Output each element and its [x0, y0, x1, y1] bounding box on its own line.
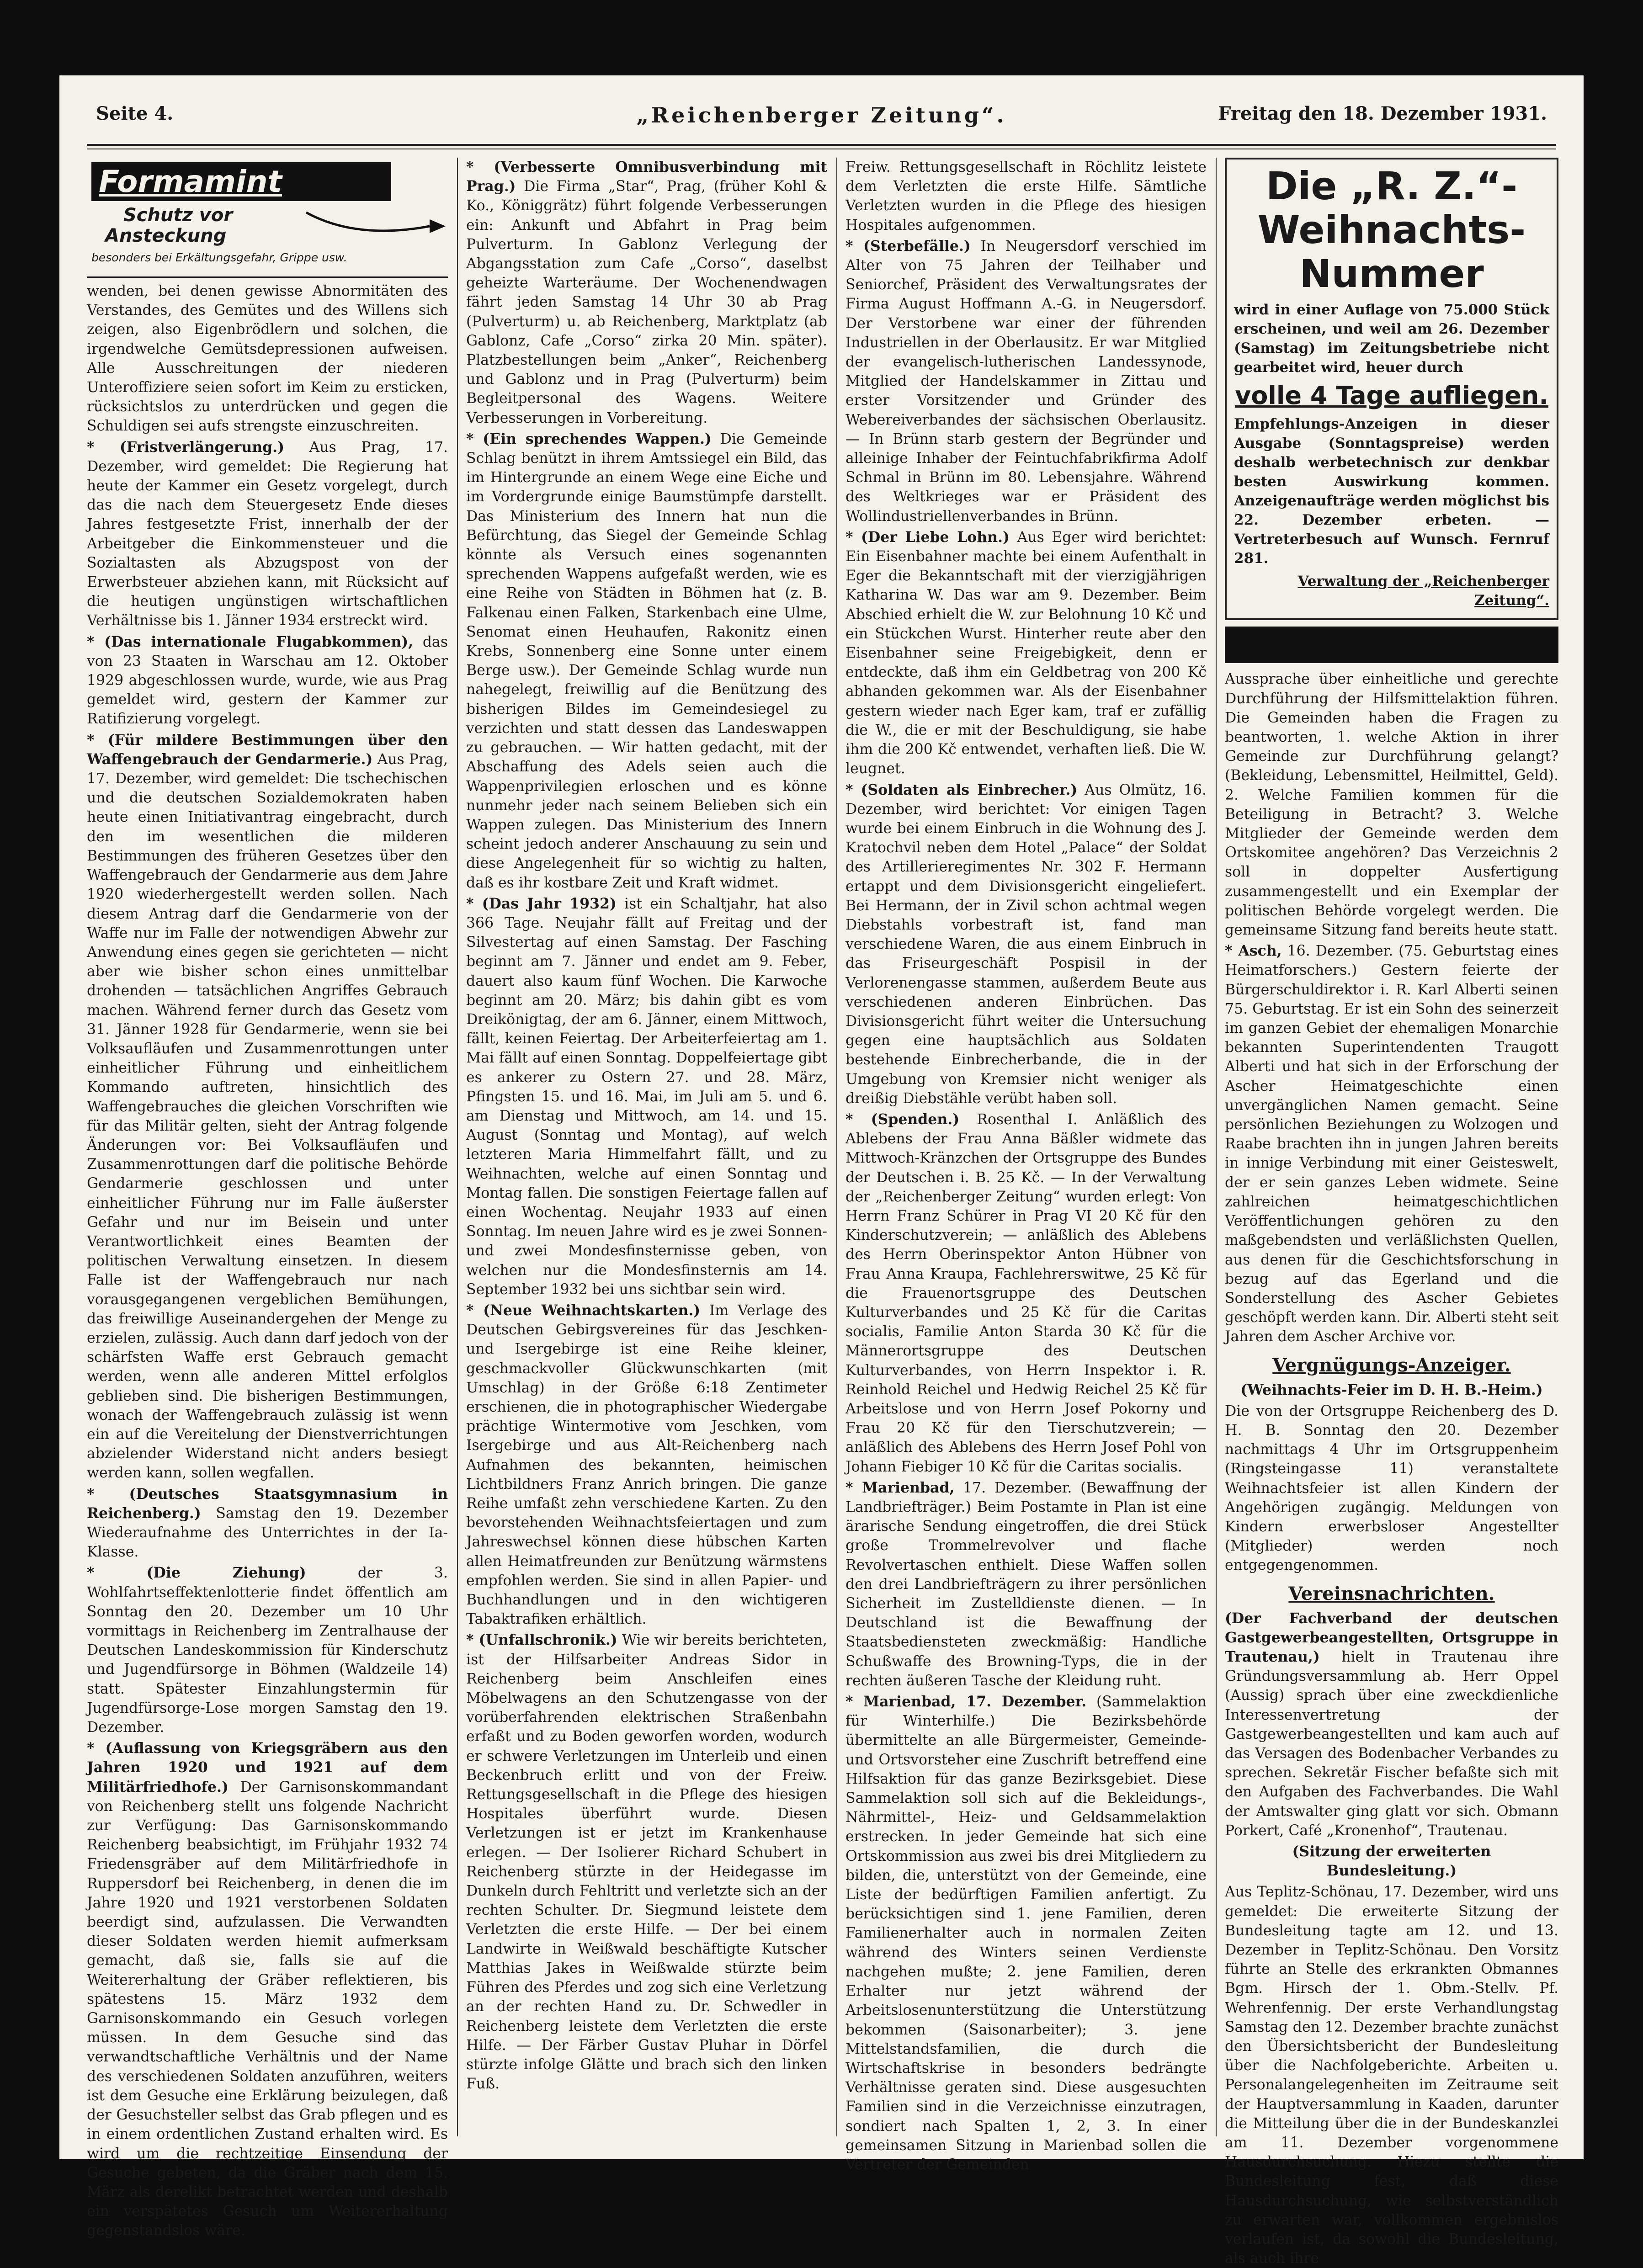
- article-lead: * (Unfallschronik.): [466, 1631, 617, 1649]
- ad-brand: Formamint: [91, 162, 391, 201]
- section-heading: Vereinsnachrichten.: [1288, 1583, 1495, 1604]
- column-1-articles: [87, 282, 448, 2241]
- notice-title: Weihnachts-Nummer: [1257, 207, 1526, 296]
- column-2-articles: [466, 158, 827, 2093]
- column-divider: [1216, 158, 1217, 2136]
- article-text: Samstag den 19. Dezember Wiederaufnahme des Unterrichtes in der Ia-Klasse.: [87, 1505, 448, 1561]
- article-paragraph: [845, 237, 1207, 526]
- notice-highlight: volle 4 Tage aufliegen.: [1235, 381, 1548, 410]
- article-paragraph: [466, 1301, 827, 1629]
- article-text: Aussprache über einheitliche und gerechte Durchführung der Hilfsmittelaktion führen. Die Gemeinden haben die Fragen zu beantworten, 1. welche Aktion in ihrer Gemeinde zur Durchführung gelangt? (Bekleidung, Lebensmittel, Heilmittel, Geld). 2. Welche Familien kommen für die Beteiligung in Betracht? 3. Welche Mitglieder der Gemeinde werden dem Ortskomitee angehören? Das Verzeichnis 2 soll in doppelter Ausfertigung zusammengestellt und ein Exemplar der politischen Behörde vorgelegt werden. Die gemeinsame Sitzung fand bereits heute statt.: [1225, 671, 1558, 939]
- article-paragraph: [87, 282, 448, 436]
- article-text: (Sammelaktion für Winterhilfe.) Die Bezirksbehörde übermittelte an alle Bürgermeister, Gemeinde- und Ortsvorsteher eine Zuschrift betreffend eine Hilfsaktion für das ganze Bezirksgebiet. Diese Sammelaktion soll sich auf die Bekleidungs-, Nährmittel-, Heiz- und Geldsammelaktion erstrecken. In jeder Gemeinde hat sich eine Ortskommission aus zwei bis drei Mitgliedern zu bilden, die, unterstützt von der Gemeinde, eine Liste der bedürftigen Familien anfertigt. Zu berücksichtigen sind 1. jene Familien, deren Familienerhalter auch in normalen Zeiten während des Winters seinen Verdienste nachgehen mußte; 2. jene Familien, deren Erhalter nur jetzt während der Arbeitslosenunterstützung die Unterstützung bekommen (Saisonarbeiter); 3. jene Mittelstandsfamilien, die durch die Wirtschaftskrise in besonders bedrängte Verhältnisse geraten sind. Diese ausgesuchten Familien sind in die Verzeichnisse einzutragen, sondiert nach Spalten 1, 2, 3. In einer gemeinsamen Sitzung in Marienbad sollen die Vertreter der Gemeinden: [845, 1694, 1207, 2173]
- article-paragraph: [845, 1478, 1207, 1690]
- column-4-articles: [1225, 669, 1558, 2268]
- column-divider: [457, 158, 458, 2136]
- article-paragraph: [1225, 941, 1558, 1346]
- article-lead: * (Der Liebe Lohn.): [845, 528, 1010, 546]
- article-paragraph: [845, 528, 1207, 779]
- article-text: Die Gemeinde Schlag benützt in ihrem Amtssiegel ein Bild, das im Hintergrunde an einem Wege eine Eiche und im Vordergrunde einige Baumstümpfe darstellt. Das Ministerium des Innern hat nun die Befürchtung, das Siegel der Gemeinde Schlag könnte als Versuch eines sogenannten sprechenden Wappens aufgefaßt werden, wie es eine Reihe von Städten in Böhmen hat (z. B. Falkenau einen Falken, Starkenbach eine Ulme, Senomat einen Heuhaufen, Rakonitz einen Krebs, Sonnenberg eine Sonne unter einem Berge usw.). Der Gemeinde Schlag wurde nun nahegelegt, freiwillig auf die Benützung des bisherigen Bildes im Gemeindesiegel zu verzichten und statt dessen das Landeswappen zu gebrauchen. — Wir hatten gedacht, mit der Abschaffung des Adels seien auch die Wappenprivilegien erloschen und es könne nunmehr jeder nach seinem Belieben sich ein Wappen zulegen. Das Ministerium des Innern scheint jedoch anderer Anschauung zu sein und diese Angelegenheit für so wichtig zu halten, daß es ihr kostbare Zeit und Kraft widmet.: [466, 430, 827, 891]
- article-lead: (Der Fachverband der deutschen Gastgewerbeangestellten, Ortsgruppe in Trautenau,): [1225, 1609, 1558, 1665]
- article-lead: * (Soldaten als Einbrecher.): [845, 781, 1078, 798]
- article-lead: * (Neue Weihnachtskarten.): [466, 1301, 701, 1319]
- article-subheading: (Weihnachts-Feier im D. H. B.-Heim.): [1240, 1381, 1543, 1398]
- article-paragraph: [845, 1110, 1207, 1477]
- article-lead: * (Ein sprechendes Wappen.): [466, 430, 712, 447]
- page-number: Seite 4.: [96, 103, 174, 124]
- article-lead: * Asch,: [1225, 942, 1282, 960]
- article-text: Freiw. Rettungsgesellschaft in Röchlitz leistete dem Verletzten die erste Hilfe. Sämtliche Verletzten wurden in die Pflege des hiesigen Hospitales aufgenommen.: [845, 159, 1207, 234]
- article-text: hielt in Trautenau ihre Gründungsversammlung ab. Herr Oppel (Aussig) sprach über eine zweckdienliche Interessenvertretung der Gastgewerbeangestellten und kam auch auf das Versagen des Bodenbacher Verbandes zu sprechen. Sekretär Fischer befaßte sich mit den Aufgaben des Fachverbandes. Die Wahl der Amtswalter ging glatt vor sich. Obmann Porkert, Café „Kronenhof“, Trautenau.: [1225, 1648, 1558, 1839]
- article-lead: * Marienbad, 17. Dezember.: [845, 1693, 1087, 1710]
- article-text: In Neugersdorf verschied im Alter von 75 Jahren der Teilhaber und Seniorchef, Präsident des Verwaltungsrates der Firma August Hoffmann A.-G. in Neugersdorf. Der Verstorbene war einer der führenden Industriellen in der Oberlausitz. Er war Mitglied der evangelisch-lutherischen Landessynode, Mitglied der Handelskammer in Zittau und erster Vorsitzender und Gründer des Webereiverbandes der sächsischen Oberlausitz. — In Brünn starb gestern der Begründer und alleinige Inhaber der Feintuchfabrikfirma Adolf Schmal in Brünn im 80. Lebensjahre. Während des Weltkrieges war er Präsident des Wollindustriellenverbandes in Brünn.: [845, 238, 1207, 525]
- article-paragraph: [87, 1563, 448, 1737]
- article-text: wenden, bei denen gewisse Abnormitäten des Verstandes, des Gemütes und des Willens sich zeigen, also Eigenbrödlern und solchen, die irgendwelche Gemütsdepressionen aufweisen. Alle Ausschreitungen der niederen Unteroffiziere seien sofort im Keim zu ersticken, rücksichtslos zu unterdrücken und gegen die Schuldigen sei aufs strengste einzuschreiten.: [87, 283, 448, 435]
- article-paragraph: [87, 1485, 448, 1562]
- article-lead: * (Die Ziehung): [87, 1564, 306, 1582]
- article-paragraph: [1225, 1882, 1558, 2268]
- article-text: 17. Dezember. (Bewaffnung der Landbriefträger.) Beim Postamte in Plan ist eine ärarische Sendung eingetroffen, die drei Stück große Trommelrevolver und flache Revolvertaschen enthielt. Diese Waffen sollen den drei Landbriefträgern zu ihrer persönlichen Sicherheit im Zustelldienste dienen. — In Deutschland ist die Bewaffnung der Staatsbediensteten zweckmäßig: Handliche Schußwaffe des Browning-Typs, die in der rechten äußeren Tasche der Kleidung ruht.: [845, 1479, 1207, 1689]
- article-text: Der Garnisonskommandant von Reichenberg stellt uns folgende Nachricht zur Verfügung: Das Garnisonskommando Reichenberg beabsichtigt, im Frühjahr 1932 74 Friedensgräber auf dem Militärfriedhofe in Ruppersdorf bei Reichenberg, in denen die im Jahre 1920 und 1921 verstorbenen Soldaten beerdigt sind, aufzulassen. Die Verwandten dieser Soldaten werden hiemit aufmerksam gemacht, daß sie, falls sie auf die Weitererhaltung der Gräber reflektieren, bis spätestens 15. März 1932 dem Garnisonskommando ein Gesuch vorlegen müssen. In dem Gesuche sind das verwandtschaftliche Verhältnis und der Name des verschiedenen Soldaten anzuführen, weiters ist dem Gesuche eine Erklärung beizulegen, daß der Gesuchsteller selbst das Grab pflegen und es in einem ordentlichen Zustand erhalten wird. Es wird um die rechtzeitige Einsendung der Gesuche gebeten, da die Gräber nach dem 15. März als derelikt betrachtet werden und deshalb ein verspätetes Gesuch um Weitererhaltung gegenstandslos wäre.: [87, 1779, 448, 2239]
- black-bar: [1225, 627, 1558, 663]
- article-paragraph: [466, 894, 827, 1299]
- ad-subline: besonders bei Erkältungsgefahr, Grippe usw.: [91, 251, 347, 264]
- article-lead: * (Sterbefälle.): [845, 237, 971, 255]
- article-lead: * (Deutsches Staatsgymnasium in Reichenberg.): [87, 1485, 448, 1522]
- article-lead: * Marienbad,: [845, 1479, 955, 1496]
- article-paragraph: [845, 1692, 1207, 2174]
- article-paragraph: [1225, 1609, 1558, 1840]
- article-paragraph: [87, 731, 448, 1483]
- article-text: der 3. Wohlfahrtseffektenlotterie findet öffentlich am Sonntag den 20. Dezember um 10 Uhr vormittags in Reichenberg im Zentralhause der Deutschen Landeskommission für Kinderschutz und Jugendfürsorge in Böhmen (Waldzeile 14) statt. Spätester Einzahlungstermin für Jugendfürsorge-Lose morgen Samstag den 19. Dezember.: [87, 1565, 448, 1736]
- article-paragraph: [1225, 1402, 1558, 1575]
- article-paragraph: [1225, 669, 1558, 940]
- article-text: Die Firma „Star“, Prag, (früher Kohl & Ko., Königgrätz) führt folgende Verbesserungen ein: Ankunft und Abfahrt in Prag beim Pulverturm. In Gablonz Verlegung der Abgangsstation zum Cafe „Corso“, daselbst geheizte Warteräume. Der Wochenendwagen fährt jeden Samstag 14 Uhr 30 ab Prag (Pulverturm) u. ab Reichenberg, Marktplatz (ab Gablonz, Cafe „Corso“ zirka 20 Min. später). Platzbestellungen beim „Anker“, Reichenberg und Gablonz und in Prag (Pulverturm) beim Begleitpersonal des Wagens. Weitere Verbesserungen in Vorbereitung.: [466, 178, 827, 426]
- article-paragraph: [466, 1631, 827, 2093]
- article-paragraph: [845, 158, 1207, 235]
- article-paragraph: [87, 438, 448, 631]
- article-text: Die von der Ortsgruppe Reichenberg des D. H. B. Sonntag den 20. Dezember nachmittags 4 Uhr im Ortsgruppenheim (Ringsteingasse 11) veranstaltete Weihnachtsfeier ist allen Kindern der Angehörigen zugängig. Meldungen von Kindern erwerbsloser Angestellter (Mitglieder) werden noch entgegengenommen.: [1225, 1402, 1558, 1574]
- arrow-icon: [302, 208, 448, 244]
- article-lead: * (Spenden.): [845, 1110, 960, 1128]
- article-paragraph: [845, 781, 1207, 1108]
- article-paragraph: [466, 430, 827, 892]
- article-text: Wie wir bereits berichteten, ist der Hilfsarbeiter Andreas Sidor in Reichenberg beim Anschleifen eines Möbelwagens an den Schutzengasse von der vorüberfahrenden elektrischen Straßenbahn erfaßt und zu Boden geworfen worden, wodurch er schwere Verletzungen im Unterleib und einen Beckenbruch erlitt und von der Freiw. Rettungsgesellschaft in die Pflege des hiesigen Hospitales überführt wurde. Diesen Verletzungen ist er jetzt im Krankenhause erlegen. — Der Isolierer Richard Schubert in Reichenberg stürzte in der Heidegasse im Dunkeln durch Fehltritt und verletzte sich an der rechten Schulter. Dr. Siegmund leistete dem Verletzten die erste Hilfe. — Der bei einem Landwirte in Weißwald beschäftigte Kutscher Matthias Jakes in Weißwalde stürzte beim Führen des Pferdes und zog sich eine Verletzung an der rechten Hand zu. Dr. Schwedler in Reichenberg leistete dem Verletzten die erste Hilfe. — Der Färber Gustav Pluhar in Dörfel stürzte infolge Glätte und brach sich den linken Fuß.: [466, 1632, 827, 2093]
- article-text: Im Verlage des Deutschen Gebirgsvereines für das Jeschken- und Isergebirge ist eine Reihe kleiner, geschmackvoller Glückwunschkarten (mit Umschlag) in der Größe 6:18 Zentimeter erschienen, die in photographischer Wiedergabe prächtige Wintermotive vom Jeschken, vom Isergebirge und aus Alt-Reichenberg nach Aufnahmen des bekannten, heimischen Lichtbildners Franz Anrich bringen. Die ganze Reihe umfaßt zehn verschiedene Karten. Zu den bevorstehenden Weihnachtsfeiertagen und zum Jahreswechsel können diese hübschen Karten allen Heimatfreunden zur Benützung wärmstens empfohlen werden. Sie sind in allen Papier- und Buchhandlungen und in den wichtigeren Tabaktrafiken erhältlich.: [466, 1302, 827, 1628]
- column-divider: [836, 158, 837, 2136]
- article-paragraph: [87, 632, 448, 729]
- article-text: Rosenthal I. Anläßlich des Ablebens der Frau Anna Bäßler widmete das Mittwoch-Kränzchen der Ortsgruppe des Bundes der Deutschen i. B. 25 Kč. — In der Verwaltung der „Reichenberger Zeitung“ wurden erlegt: Von Herrn Franz Schürer in Prag VI 20 Kč für den Kinderschutzverein; — anläßlich des Ablebens des Herrn Oberinspektor Anton Hübner von Frau Anna Kraupa, Fachlehrerswitwe, 25 Kč für die Frauenortsgruppe des Deutschen Kulturverbandes und 25 Kč für die Caritas socialis, Familie Anton Starda 30 Kč für die Männerortsgruppe des Deutschen Kulturverbandes, von Herrn Inspektor i. R. Reinhold Reichel und Hedwig Reichel 25 Kč für Arbeitslose und von Herrn Josef Pokorny und Frau 20 Kč für den Tierschutzverein; — anläßlich des Ablebens des Herrn Josef Pohl von Johann Fiebiger 10 Kč für die Caritas socialis.: [845, 1111, 1207, 1475]
- article-text: Aus Teplitz-Schönau, 17. Dezember, wird uns gemeldet: Die erweiterte Sitzung der Bundesleitung tagte am 12. und 13. Dezember in Teplitz-Schönau. Den Vorsitz führte an Stelle des erkrankten Obmannes Bgm. Hirsch der 1. Obm.-Stellv. Pf. Wehrenfennig. Der erste Verhandlungstag Samstag den 12. Dezember brachte zunächst den Übersichtsbericht der Bundesleitung über die Nachfolgeberichte. Arbeiten u. Personalangelegenheiten im Zeitraume seit der Hauptversammlung in Kaaden, darunter die Mitteilung über die in der Bundeskanzlei am 11. Dezember vorgenommene Hausdurchsuchung. Hiezu stellte die Bundesleitung fest, daß diese Hausdurchsuchung, wie selbstverständlich zu erwarten war, vollkommen ergebnislos verlaufen ist, da sowohl die Bundesleitung, als auch ihre: [1225, 1884, 1558, 2267]
- article-lead: * (Auflassung von Kriegsgräbern aus den Jahren 1920 und 1921 auf dem Militärfriedhofe.): [87, 1740, 448, 1795]
- article-paragraph: [466, 158, 827, 428]
- column-3-articles: [845, 158, 1207, 2174]
- column-4: [1225, 158, 1558, 2267]
- article-text: Aus Prag, 17. Dezember, wird gemeldet: Die tschechischen und die deutschen Sozialdemokraten haben heute einen Initiativantrag eingebracht, durch den im wesentlichen die milderen Bestimmungen des früheren Gesetzes über den Waffengebrauch der Gendarmerie aus dem Jahre 1920 wiederhergestellt werden sollen. Nach diesem Antrag darf die Gendarmerie von der Waffe nur im Falle der notwendigen Abwehr zur Anwendung eines gegen sie gerichteten — nicht aber wie bisher schon eines unmittelbar drohenden — tatsächlichen Angriffes Gebrauch machen. Während ferner durch das Gesetz vom 31. Jänner 1928 für Gendarmerie, wenn sie bei Volksaufläufen und Zusammenrottungen unter einheitlicher Führung und einheitlichem Kommando auftreten, hinsichtlich des Waffengebrauches die gleichen Vorschriften wie für das Militär gelten, sieht der Antrag folgende Änderungen vor: Bei Volksaufläufen und Zusammenrottungen darf die politische Behörde Gendarmerie geschlossen und unter einheitlicher Führung nur im Falle äußerster Gefahr und nur im Beisein und unter Verantwortlichkeit eines Beamten der politischen Verwaltung einsetzen. In diesem Falle ist der Waffengebrauch nur nach vorausgegangenen vergeblichen Bemühungen, das freiwillige Auseinandergehen der Menge zu erzielen, zulässig. Auch dann darf jedoch von der schärfsten Waffe erst Gebrauch gemacht werden, wenn alle anderen Mittel erfolglos geblieben sind. Die bisherigen Bestimmungen, wonach der Waffengebrauch zulässig ist wenn ein auf die Vereitelung der Dienstverrichtungen abzielender Widerstand nicht anders besiegt werden kann, sollen wegfallen.: [87, 751, 448, 1482]
- column-1: [87, 158, 448, 2239]
- notice-text: wird in einer Auflage von 75.000 Stück erscheinen, und weil am 26. Dezember (Samstag) im Zeitungsbetriebe nicht gearbeitet wird, heuer durch: [1234, 302, 1549, 376]
- article-subheading: (Sitzung der erweiterten Bundesleitung.): [1292, 1843, 1491, 1880]
- article-lead: * (Fristverlängerung.): [87, 438, 285, 456]
- issue-date: Freitag den 18. Dezember 1931.: [1218, 103, 1547, 124]
- formamint-advertisement: [87, 158, 448, 278]
- section-heading: Vergnügungs-Anzeiger.: [1272, 1354, 1511, 1376]
- article-text: das von 23 Staaten in Warschau am 12. Oktober 1929 abgeschlossen wurde, wurde, wie aus Prag gemeldet wird, gestern der Kammer zur Ratifizierung vorgelegt.: [87, 633, 448, 728]
- article-text: Aus Prag, 17. Dezember, wird gemeldet: Die Regierung hat heute der Kammer ein Gesetz vorgelegt, durch das die nach dem Steuergesetz Ende dieses Jahres festgesetzte Frist, innerhalb der der Arbeitgeber die Einkommensteuer und die Sozialtasten als Abzugspost von der Erwerbsteuer abziehen kann, mit Rücksicht auf die heutigen ungünstigen wirtschaftlichen Verhältnisse bis 1. Jänner 1934 erstreckt wird.: [87, 439, 448, 629]
- ad-tagline: Schutz vor: [123, 205, 233, 226]
- article-text: ist ein Schaltjahr, hat also 366 Tage. Neujahr fällt auf Freitag und der Silvestertag auf einen Samstag. Der Fasching beginnt am 7. Jänner und endet am 9. Feber, dauert also kaum fünf Wochen. Die Karwoche beginnt am 20. März; bis dahin gibt es vom Dreikönigtag, der am 6. Jänner, einem Mittwoch, fällt, keinen Feiertag. Der Arbeiterfeiertag am 1. Mai fällt auf einen Sonntag. Doppelfeiertage gibt es ankerer zu Ostern 27. und 28. März, Pfingsten 15. und 16. Mai, im Juli am 5. und 6. am Dienstag und Mittwoch, am 14. und 15. August (Sonntag und Montag), auf welch letzteren Maria Himmelfahrt fällt, und zu Weihnachten, welche auf einen Sonntag und Montag fallen. Die sonstigen Feiertage fallen auf einen Wochentag. Neujahr 1933 auf einen Sonntag. Im neuen Jahre wird es je zwei Sonnen- und zwei Mondesfinsternisse geben, von welchen nur die Mondesfinsternis am 14. September 1932 bei uns sichtbar sein wird.: [466, 895, 827, 1298]
- notice-text: Empfehlungs-Anzeigen in dieser Ausgabe (Sonntagspreise) werden deshalb werbetechnisch zur denkbar besten Auswirkung kommen. Anzeigenaufträge werden möglichst bis 22. Dezember erbeten. — Vertreterbesuch auf Wunsch. Fernruf 281.: [1234, 416, 1549, 567]
- christmas-issue-notice: [1225, 158, 1558, 620]
- header-rule: [87, 144, 1556, 149]
- notice-title: Die „R. Z.“-: [1265, 164, 1518, 208]
- article-lead: * (Das internationale Flugabkommen),: [87, 633, 414, 650]
- article-lead: * (Für mildere Bestimmungen über den Waffengebrauch der Gendarmerie.): [87, 731, 448, 768]
- masthead: „Reichenberger Zeitung“.: [636, 103, 1007, 127]
- article-text: 16. Dezember. (75. Geburtstag eines Heimatforschers.) Gestern feierte der Bürgerschuldirektor i. R. Karl Alberti seinen 75. Geburtstag. Er ist ein Sohn des seinerzeit im ganzen Gebiet der ehemaligen Monarchie bekannten Superintendenten Traugott Alberti und hat sich in der Erforschung der Ascher Heimatgeschichte einen unvergänglichen Namen gemacht. Seine persönlichen Beziehungen zu Wolzogen und Raabe brachten ihn in jungen Jahren bereits in innige Verbindung mit einer Geisteswelt, der er sein ganzes Leben widmete. Seine zahlreichen heimatgeschichtlichen Veröffentlichungen gehören zu den maßgebendsten und verläßlichsten Quellen, aus denen für die Geschichtsforschung in bezug auf das Egerland und die Sonderstellung des Ascher Gebietes geschöpft werden kann. Dir. Alberti steht seit Jahren dem Ascher Archive vor.: [1225, 943, 1558, 1345]
- ad-tagline: Ansteckung: [105, 225, 227, 246]
- column-2: [466, 158, 827, 2136]
- article-text: Aus Olmütz, 16. Dezember, wird berichtet: Vor einigen Tagen wurde bei einem Einbruch in die Wohnung des J. Kratochvil neben dem Hotel „Palace“ der Soldat des Artillerieregimentes Nr. 302 F. Hermann ertappt und dem Divisionsgericht eingeliefert. Bei Hermann, der in Zivil schon achtmal wegen Diebstahls vorbestraft ist, fand man verschiedene Waren, die aus einem Einbruch in das Friseurgeschäft Pospisil in der Verlorenengasse stammen, außerdem Beute aus verschiedenen anderen Einbrüchen. Das Divisionsgericht führt weiter die Untersuchung gegen eine hauptsächlich aus Soldaten bestehende Einbrecherbande, die in der Umgebung von Kremsier nicht weniger als dreißig Diebstähle verübt haben soll.: [845, 781, 1207, 1107]
- article-lead: * (Das Jahr 1932): [466, 895, 617, 912]
- article-lead: * (Verbesserte Omnibusverbindung mit Prag.): [466, 159, 827, 195]
- article-text: Aus Eger wird berichtet: Ein Eisenbahner machte bei einem Aufenthalt in Eger die Bekanntschaft mit der vierzigjährigen Katharina W. Das war am 9. Dezember. Beim Abschied erhielt die W. zur Belohnung 10 Kč und ein Stückchen Wurst. Hinterher reute aber den Eisenbahner seine Freigebigkeit, denn er entdeckte, daß ihm ein Geldbetrag von 200 Kč abhanden gekommen war. Als der Eisenbahner gestern wieder nach Eger kam, traf er zufällig die W., die er mit der Beschuldigung, sie habe ihm die 200 Kč entwendet, verhaften ließ. Die W. leugnet.: [845, 529, 1207, 777]
- notice-signature: Verwaltung der „Reichenberger Zeitung“.: [1297, 573, 1549, 609]
- newspaper-page: [59, 75, 1584, 2267]
- article-paragraph: [87, 1739, 448, 2240]
- column-3: [845, 158, 1207, 2173]
